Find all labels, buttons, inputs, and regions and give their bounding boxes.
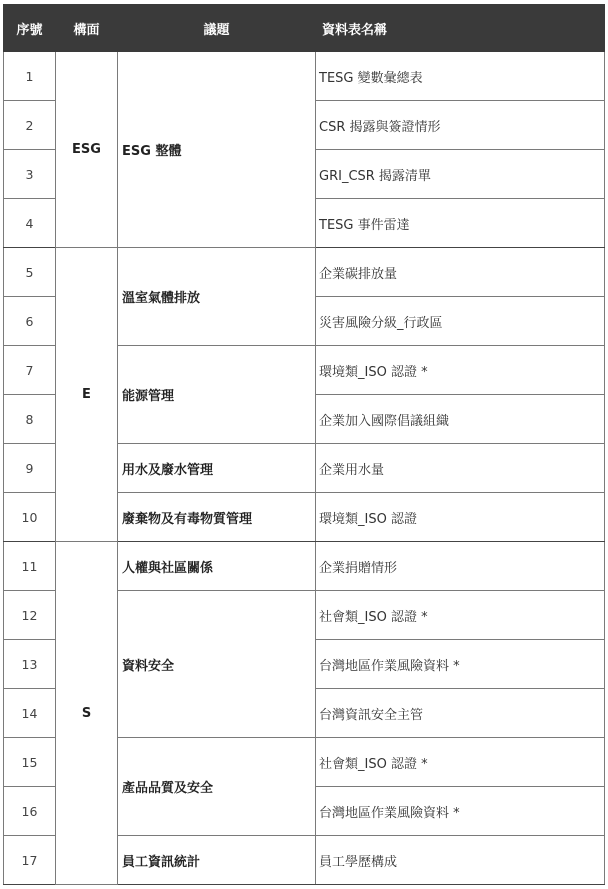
- topic-cell: 產品品質及安全: [118, 738, 316, 836]
- topic-cell: 資料安全: [118, 591, 316, 738]
- dataset-name: 社會類_ISO 認證 *: [316, 738, 605, 787]
- row-number: 6: [4, 297, 56, 346]
- dataset-name: 企業加入國際倡議組織: [316, 395, 605, 444]
- dataset-name: TESG 事件雷達: [316, 199, 605, 248]
- dataset-name: 台灣地區作業風險資料 *: [316, 640, 605, 689]
- dataset-name: 環境類_ISO 認證 *: [316, 346, 605, 395]
- row-number: 3: [4, 150, 56, 199]
- row-number: 2: [4, 101, 56, 150]
- row-number: 8: [4, 395, 56, 444]
- row-number: 11: [4, 542, 56, 591]
- dataset-name: 企業碳排放量: [316, 248, 605, 297]
- esg-dataset-table: [3, 4, 605, 885]
- dimension-cell: E: [56, 248, 118, 542]
- dataset-name: 環境類_ISO 認證: [316, 493, 605, 542]
- table-row: [4, 52, 605, 101]
- header-no: 序號: [4, 5, 56, 52]
- dataset-name: 災害風險分級_行政區: [316, 297, 605, 346]
- dataset-name: GRI_CSR 揭露清單: [316, 150, 605, 199]
- header-topic: 議題: [118, 5, 316, 52]
- dataset-name: 社會類_ISO 認證 *: [316, 591, 605, 640]
- row-number: 15: [4, 738, 56, 787]
- table-row: [4, 248, 605, 297]
- row-number: 7: [4, 346, 56, 395]
- table-row: [4, 542, 605, 591]
- row-number: 13: [4, 640, 56, 689]
- row-number: 17: [4, 836, 56, 885]
- topic-cell: 溫室氣體排放: [118, 248, 316, 346]
- row-number: 14: [4, 689, 56, 738]
- dataset-name: 台灣資訊安全主管: [316, 689, 605, 738]
- dataset-name: 企業捐贈情形: [316, 542, 605, 591]
- topic-cell: 廢棄物及有毒物質管理: [118, 493, 316, 542]
- header-dimension: 構面: [56, 5, 118, 52]
- row-number: 12: [4, 591, 56, 640]
- row-number: 16: [4, 787, 56, 836]
- topic-cell: 能源管理: [118, 346, 316, 444]
- dataset-name: 員工學歷構成: [316, 836, 605, 885]
- dimension-cell: S: [56, 542, 118, 885]
- row-number: 9: [4, 444, 56, 493]
- topic-cell: 人權與社區關係: [118, 542, 316, 591]
- row-number: 5: [4, 248, 56, 297]
- table-header-row: [4, 5, 605, 52]
- dataset-name: CSR 揭露與簽證情形: [316, 101, 605, 150]
- topic-cell: 員工資訊統計: [118, 836, 316, 885]
- dataset-name: TESG 變數彙總表: [316, 52, 605, 101]
- dataset-name: 台灣地區作業風險資料 *: [316, 787, 605, 836]
- topic-cell: ESG 整體: [118, 52, 316, 248]
- dimension-cell: ESG: [56, 52, 118, 248]
- header-dataset: 資料表名稱: [316, 5, 605, 52]
- row-number: 10: [4, 493, 56, 542]
- topic-cell: 用水及廢水管理: [118, 444, 316, 493]
- row-number: 1: [4, 52, 56, 101]
- dataset-name: 企業用水量: [316, 444, 605, 493]
- row-number: 4: [4, 199, 56, 248]
